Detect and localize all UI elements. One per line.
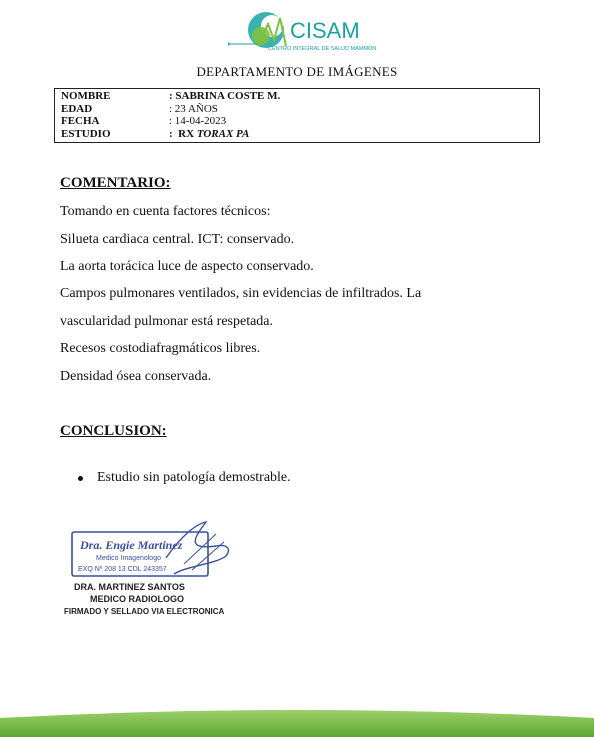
- comment-line: vascularidad pulmonar está respetada.: [60, 314, 274, 329]
- name-row: [61, 90, 539, 103]
- study-italic: TORAX PA: [196, 127, 250, 140]
- brand-subtitle: CENTRO INTEGRAL DE SALUD MAMMÓN: [268, 46, 377, 52]
- date-value: : 14-04-2023: [169, 115, 227, 127]
- name-label: NOMBRE: [61, 90, 111, 102]
- signature-title: MEDICO RADIOLOGO: [90, 594, 184, 604]
- conclusion-title: CONCLUSION:: [60, 423, 167, 439]
- name-value: : SABRINA COSTE M.: [169, 90, 281, 102]
- age-value: : 23 AÑOS: [169, 102, 218, 115]
- age-row: [61, 103, 539, 116]
- signature-note: FIRMADO Y SELLADO VIA ELECTRONICA: [64, 607, 225, 616]
- comment-line: Recesos costodiafragmáticos libres.: [60, 341, 261, 356]
- comment-line: Densidad ósea conservada.: [60, 369, 212, 384]
- brand-name: CISAM: [290, 18, 360, 43]
- date-label: FECHA: [61, 115, 100, 127]
- department-title: DEPARTAMENTO DE IMÁGENES: [196, 64, 398, 79]
- comment-line: Campos pulmonares ventilados, sin evidencias de infiltrados. La: [60, 286, 422, 301]
- conclusion-text: Estudio sin patología demostrable.: [97, 470, 291, 485]
- date-row: [61, 115, 539, 128]
- stamp-role: Medico Imagenologo: [96, 555, 161, 562]
- comment-line: La aorta torácica luce de aspecto conservado.: [60, 259, 314, 274]
- patient-info-box: [54, 88, 540, 143]
- study-label: ESTUDIO: [61, 127, 111, 140]
- cisam-logo: [228, 6, 388, 58]
- comment-title: COMENTARIO:: [60, 175, 171, 191]
- stamp-id: EXQ Nº 208 13 CDL 243357: [78, 566, 167, 573]
- doctor-stamp: [66, 518, 236, 580]
- conclusion-item: [78, 470, 291, 486]
- study-value: [169, 128, 249, 141]
- comment-line: Tomando en cuenta factores técnicos:: [60, 204, 271, 219]
- comment-line: Silueta cardiaca central. ICT: conservado.: [60, 232, 295, 247]
- stamp-name: Dra. Engie Martinez: [80, 538, 183, 552]
- study-row: [61, 128, 539, 141]
- age-label: EDAD: [61, 102, 93, 115]
- signature-name: DRA. MARTINEZ SANTOS: [74, 582, 185, 592]
- footer-wave: [0, 700, 594, 737]
- study-prefix: : RX: [169, 127, 197, 140]
- bullet-icon: [78, 476, 83, 481]
